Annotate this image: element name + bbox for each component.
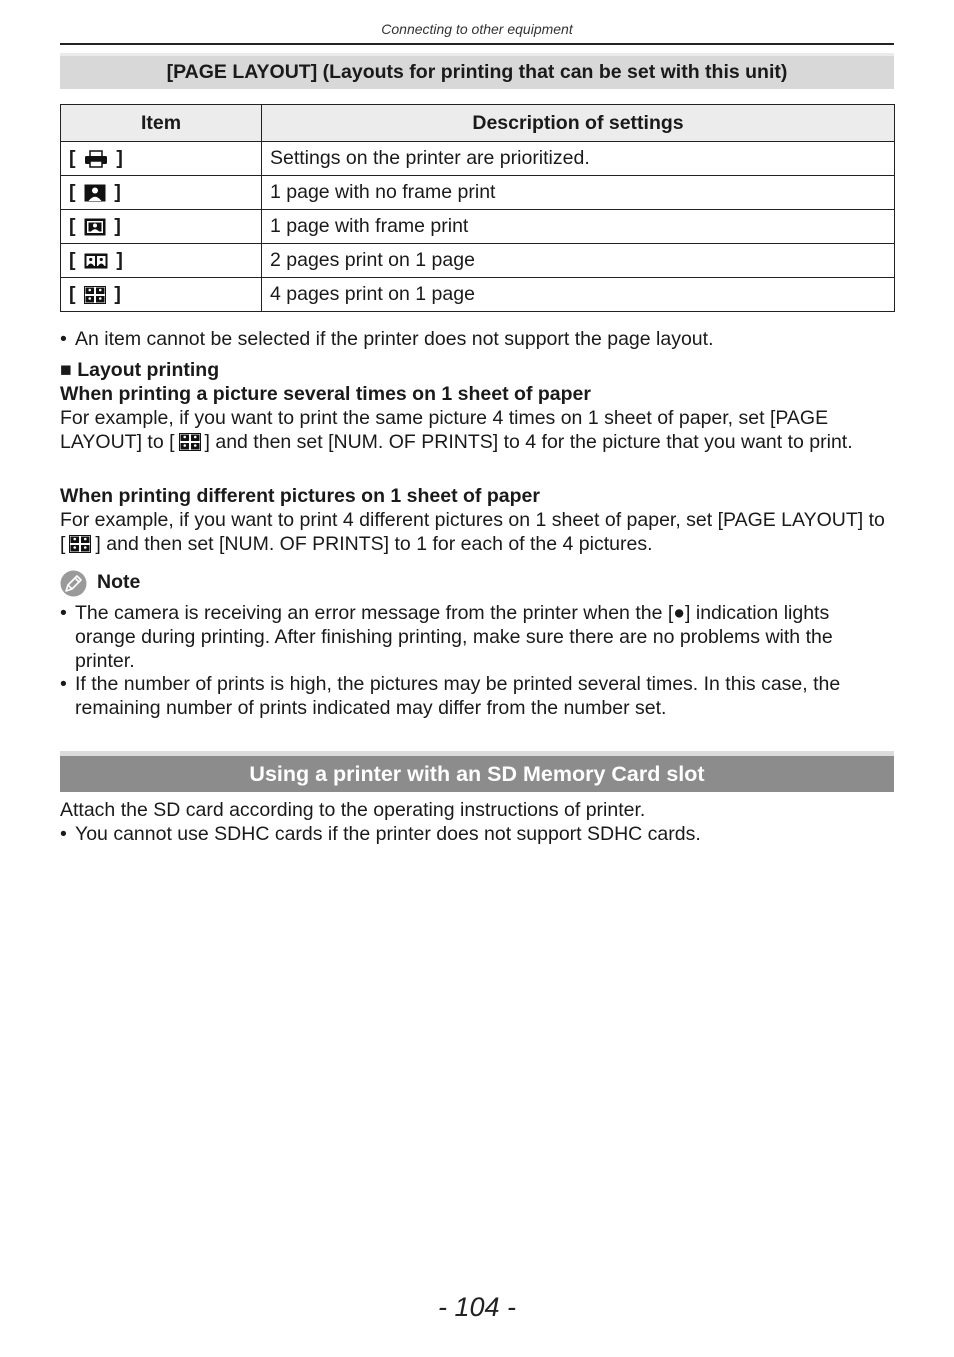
- paragraph-text: For example, if you want to print the same picture 4 times on 1 sheet of paper, set [PAGE LAYOUT] to [: [60, 407, 829, 453]
- bracket-open: [: [69, 283, 76, 305]
- item-cell: [61, 210, 262, 244]
- note-bullet: [60, 672, 894, 720]
- note-bullet: [60, 601, 894, 673]
- paragraph-text: For example, if you want to print 4 different pictures on 1 sheet of paper, set [PAGE LAYOUT] to [: [60, 509, 885, 555]
- page-number: - 104 -: [437, 1292, 517, 1322]
- note-text-part: The camera is receiving an error message from the printer when the [: [75, 602, 674, 624]
- square-marker: ■: [60, 359, 72, 381]
- description-cell: Settings on the printer are prioritized.: [262, 142, 895, 176]
- bullet-marker: •: [60, 602, 67, 624]
- description-cell: 2 pages print on 1 page: [262, 244, 895, 278]
- description-cell: 1 page with frame print: [262, 210, 895, 244]
- table-row: [61, 244, 895, 278]
- item-cell: [61, 142, 262, 176]
- one-page-frame-icon: [84, 218, 106, 236]
- table-row: [61, 278, 895, 312]
- sd-card-section-title: Using a printer with an SD Memory Card slot: [60, 751, 894, 792]
- paragraph-different-pictures: [60, 508, 894, 556]
- bracket-close: ]: [114, 181, 121, 203]
- one-page-no-frame-icon: [84, 184, 106, 202]
- table-row: [61, 210, 895, 244]
- table-header-row: [61, 105, 895, 142]
- item-cell: [61, 176, 262, 210]
- column-header-item: Item: [61, 105, 262, 142]
- note-text-part: ] indication lights orange during printing. After finishing printing, make sure there are no problems with the printer.: [75, 602, 833, 672]
- bullet-marker: •: [60, 823, 67, 845]
- running-header: Connecting to other equipment: [381, 21, 573, 37]
- description-cell: 1 page with no frame print: [262, 176, 895, 210]
- sd-card-bullet-text: You cannot use SDHC cards if the printer does not support SDHC cards.: [75, 823, 701, 845]
- bracket-open: [: [69, 215, 76, 237]
- bullet-marker: •: [60, 673, 67, 695]
- four-pages-icon: [179, 433, 201, 451]
- page-layout-table: [60, 104, 895, 312]
- item-cell: [61, 278, 262, 312]
- page-layout-section-title: [PAGE LAYOUT] (Layouts for printing that can be set with this unit): [60, 53, 894, 89]
- printer-icon: [84, 150, 108, 168]
- bracket-open: [: [69, 249, 76, 271]
- layout-printing-heading: [60, 358, 894, 382]
- indicator-dot-symbol: ●: [673, 602, 686, 624]
- four-pages-icon: [69, 535, 91, 553]
- pencil-icon: [60, 570, 87, 597]
- bracket-close: ]: [114, 215, 121, 237]
- subheading-different-pictures: When printing different pictures on 1 sheet of paper: [60, 485, 540, 507]
- table-row: [61, 142, 895, 176]
- item-cell: [61, 244, 262, 278]
- table-note-bullet: [60, 327, 894, 351]
- sd-card-bullet: [60, 822, 894, 846]
- bracket-close: ]: [116, 249, 123, 271]
- subheading-same-picture: When printing a picture several times on 1 sheet of paper: [60, 383, 591, 405]
- paragraph-text: ] and then set [NUM. OF PRINTS] to 1 for each of the 4 pictures.: [95, 533, 653, 555]
- bullet-marker: •: [60, 328, 67, 350]
- note-text: [75, 601, 894, 673]
- sd-card-paragraph: Attach the SD card according to the operating instructions of printer.: [60, 799, 646, 821]
- header-rule: [60, 43, 894, 45]
- table-note-text: An item cannot be selected if the printer does not support the page layout.: [75, 328, 714, 350]
- four-pages-icon: [84, 286, 106, 304]
- table-row: [61, 176, 895, 210]
- bracket-close: ]: [114, 283, 121, 305]
- two-pages-icon: [84, 253, 108, 269]
- paragraph-text: ] and then set [NUM. OF PRINTS] to 4 for the picture that you want to print.: [204, 431, 853, 453]
- bracket-close: ]: [116, 147, 123, 169]
- note-text: If the number of prints is high, the pictures may be printed several times. In this case, the remaining number of prints indicated may differ from the number set.: [75, 673, 841, 719]
- column-header-description: Description of settings: [262, 105, 895, 142]
- description-cell: 4 pages print on 1 page: [262, 278, 895, 312]
- layout-printing-title: Layout printing: [77, 359, 220, 381]
- bracket-open: [: [69, 147, 76, 169]
- paragraph-same-picture: [60, 406, 894, 454]
- bracket-open: [: [69, 181, 76, 203]
- note-label: Note: [97, 571, 141, 593]
